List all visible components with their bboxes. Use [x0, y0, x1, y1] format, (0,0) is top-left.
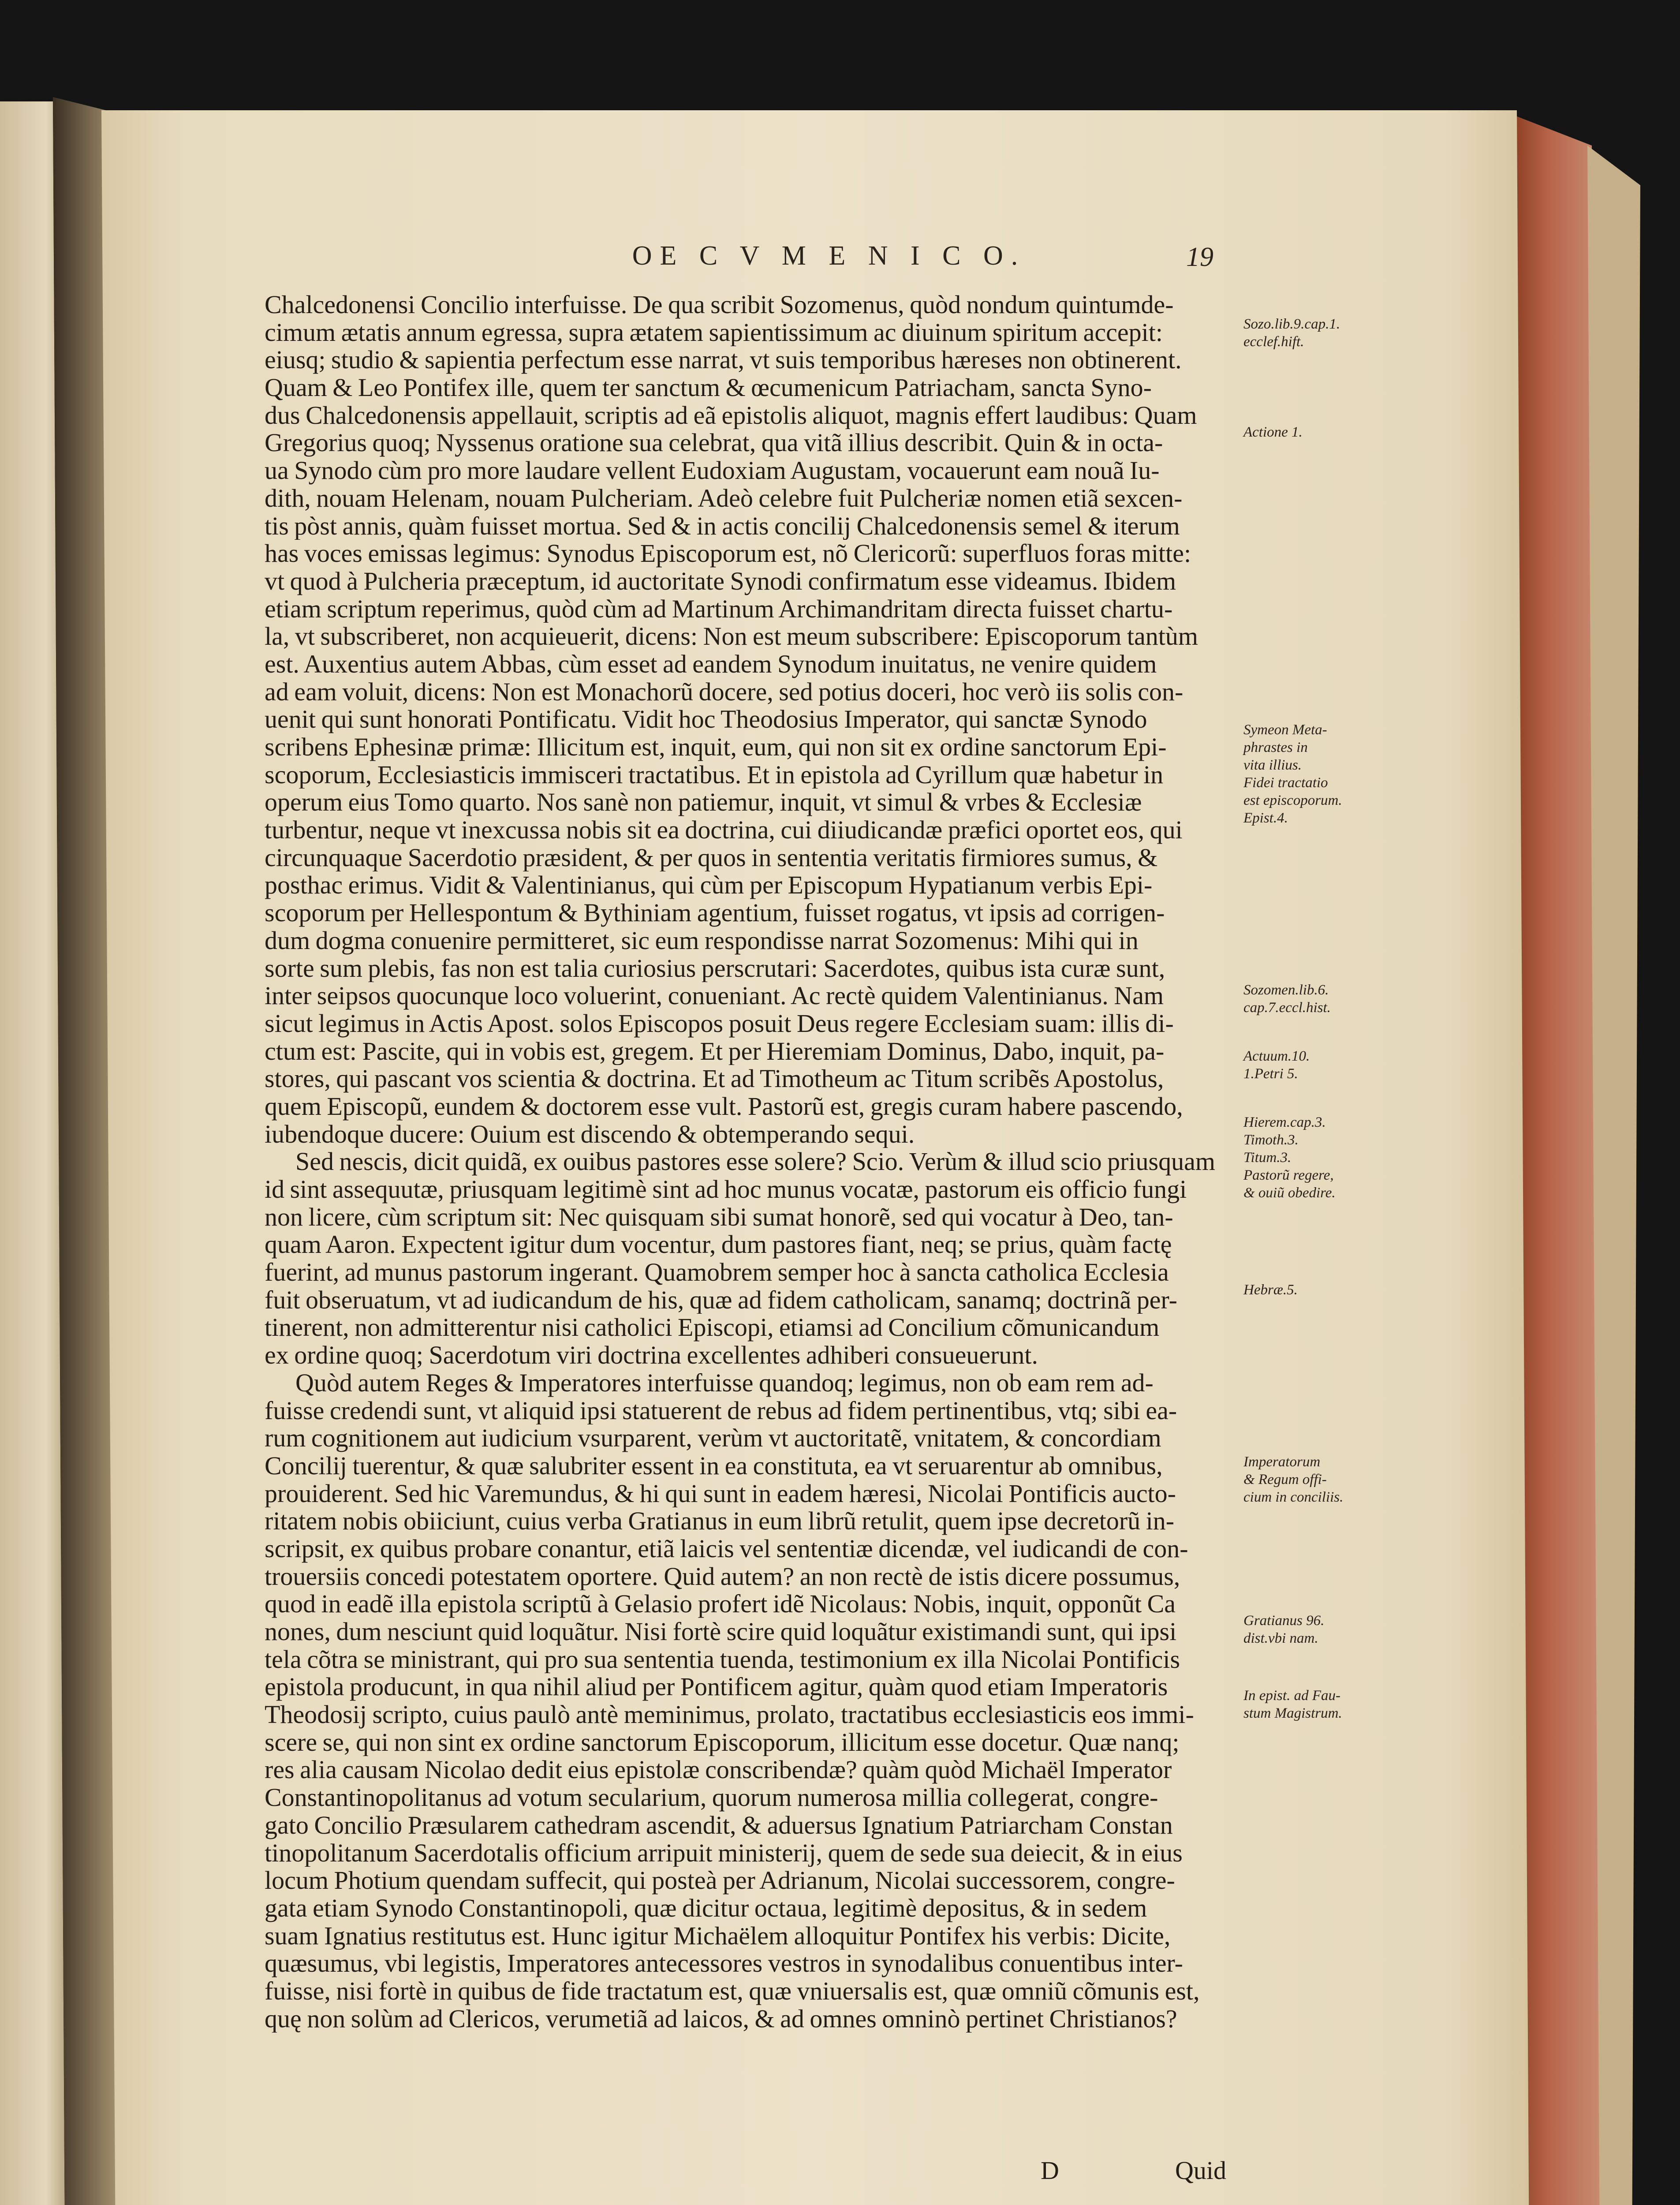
margin-note-10 — [1243, 1687, 1376, 1722]
text-line: epistola producunt, in qua nihil aliud per Pontificem agitur, quàm quod etiam Imperatoris — [265, 1673, 1168, 1701]
page-number: 19 — [1186, 242, 1213, 272]
margin-note-line: Fidei tractatio — [1243, 775, 1328, 791]
signature-mark: D — [1041, 2156, 1059, 2185]
margin-note-1 — [1243, 315, 1376, 351]
text-line: quam Aaron. Expectent igitur dum vocentur, dum pastores fiant, neq; se prius, quàm factę — [265, 1231, 1172, 1259]
text-line: posthac erimus. Vidit & Valentinianus, qui cùm per Episcopum Hypatianum verbis Epi- — [265, 871, 1153, 900]
text-line: uenit qui sunt honorati Pontificatu. Vidit hoc Theodosius Imperator, qui sanctæ Synodo — [265, 706, 1147, 733]
margin-note-line: est episcoporum. — [1243, 792, 1342, 808]
margin-note-line: stum Magistrum. — [1243, 1705, 1342, 1721]
margin-note-2 — [1243, 423, 1376, 441]
text-line: eiusq; studio & sapientia perfectum esse narrat, vt suis temporibus hæreses non obtinerent. — [265, 346, 1182, 374]
text-line: scripsit, ex quibus probare conantur, etiã laicis vel sententiæ dicendæ, vel iudicandi de con- — [265, 1535, 1188, 1563]
margin-note-line: 1.Petri 5. — [1243, 1066, 1298, 1082]
text-line: fuit obseruatum, vt ad iudicandum de his, quæ ad fidem catholicam, sanamq; doctrinã per- — [265, 1286, 1177, 1314]
margin-note-5 — [1243, 1047, 1376, 1083]
margin-note-6 — [1243, 1114, 1376, 1202]
text-line: suam Ignatius restitutus est. Hunc igitur Michaëlem alloquitur Pontifex his verbis: Dicite, — [265, 1922, 1171, 1950]
text-line: has voces emissas legimus: Synodus Episcoporum est, nõ Clericorũ: superfluos foras mitte: — [265, 540, 1191, 568]
text-line: dith, nouam Helenam, nouam Pulcheriam. Adeò celebre fuit Pulcheriæ nomen etiã sexcen- — [265, 484, 1183, 512]
text-line: fuisse credendi sunt, vt aliquid ipsi statuerent de rebus ad fidem pertinentibus, vtq; sibi ea- — [265, 1397, 1177, 1425]
text-line: quem Episcopũ, eundem & doctorem esse vult. Pastorũ est, gregis curam habere pascendo, — [265, 1092, 1183, 1121]
text-line: non licere, cùm scriptum sit: Nec quisquam sibi sumat honorẽ, sed qui vocatur à Deo, tan- — [265, 1203, 1173, 1231]
text-line: gato Concilio Præsularem cathedram ascendit, & aduersus Ignatium Patriarcham Constan — [265, 1811, 1173, 1839]
text-line: cimum ætatis annum egressa, supra ætatem sapientissimum ac diuinum spiritum accepit: — [265, 318, 1163, 347]
margin-note-line: Timoth.3. — [1243, 1132, 1299, 1148]
margin-note-line: Hierem.cap.3. — [1243, 1114, 1326, 1130]
text-line: locum Photium quendam suffecit, qui posteà per Adrianum, Nicolai successorem, congre- — [265, 1867, 1175, 1895]
text-line: Quòd autem Reges & Imperatores interfuisse quandoq; legimus, non ob eam rem ad- — [295, 1369, 1154, 1397]
margin-note-line: dist.vbi nam. — [1243, 1630, 1318, 1646]
margin-note-4 — [1243, 981, 1376, 1017]
text-line: dus Chalcedonensis appellauit, scriptis ad eã epistolis aliquot, magnis effert laudibus: Quam — [265, 401, 1197, 430]
text-line: quod in eadẽ illa epistola scriptũ à Gelasio profert idẽ Nicolaus: Nobis, inquit, opponũt Ca — [265, 1590, 1176, 1618]
margin-note-line: Pastorũ regere, — [1243, 1167, 1334, 1183]
text-line: fuisse, nisi fortè in quibus de fide tractatum est, quæ vniuersalis est, quæ omniũ cõmunis est, — [265, 1977, 1200, 2005]
text-line: Constantinopolitanus ad votum secularium, quorum numerosa millia collegerat, congre- — [265, 1784, 1158, 1812]
text-line: Quam & Leo Pontifex ille, quem ter sanctum & œcumenicum Patriacham, sancta Syno- — [265, 374, 1152, 402]
text-line: prouiderent. Sed hic Varemundus, & hi qui sunt in eadem hæresi, Nicolai Pontificis aucto- — [265, 1480, 1176, 1508]
text-line: turbentur, neque vt inexcussa nobis sit ea doctrina, cui diiudicandæ præfici oportet eos, qui — [265, 816, 1183, 844]
text-line: gata etiam Synodo Constantinopoli, quæ dicitur octaua, legitimè depositus, & in sedem — [265, 1894, 1147, 1922]
text-line: Gregorius quoq; Nyssenus oratione sua celebrat, qua vitã illius describit. Quin & in octa- — [265, 429, 1163, 457]
margin-note-line: Titum.3. — [1243, 1150, 1292, 1166]
text-line: sicut legimus in Actis Apost. solos Episcopos posuit Deus regere Ecclesiam suam: illis di- — [265, 1009, 1174, 1038]
text-line: Concilij tuerentur, & quæ salubriter essent in ea constituta, ea vt seruarentur ab omnibus, — [265, 1452, 1163, 1480]
text-line: Sed nescis, dicit quidã, ex ouibus pastores esse solere? Scio. Verùm & illud scio priusquam — [295, 1148, 1215, 1176]
text-line: ctum est: Pascite, qui in vobis est, gregem. Et per Hieremiam Dominus, Dabo, inquit, pa- — [265, 1037, 1165, 1065]
text-line: ad eam voluit, dicens: Non est Monachorũ docere, sed potius doceri, hoc verò iis solis con- — [265, 678, 1183, 706]
text-line: scere se, qui non sint ex ordine sanctorum Episcoporum, illicitum esse docetur. Quæ nanq; — [265, 1728, 1180, 1757]
text-line: la, vt subscriberet, non acquieuerit, dicens: Non est meum subscribere: Episcoporum tantùm — [265, 623, 1198, 650]
margin-note-line: In epist. ad Fau- — [1243, 1688, 1340, 1704]
catchword: Quid — [1175, 2156, 1226, 2185]
text-line: iubendoque ducere: Ouium est discendo & obtemperando sequi. — [265, 1120, 915, 1148]
margin-note-line: Symeon Meta- — [1243, 722, 1327, 738]
margin-note-line: Actuum.10. — [1243, 1048, 1310, 1064]
margin-note-line: vita illius. — [1243, 757, 1302, 773]
main-text-block — [265, 291, 1239, 2033]
margin-note-line: phrastes in — [1243, 740, 1308, 755]
margin-note-line: Imperatorum — [1243, 1454, 1321, 1470]
text-line: tis pòst annis, quàm fuisset mortua. Sed & in actis concilij Chalcedonensis semel & iterum — [265, 512, 1180, 540]
margin-note-9 — [1243, 1612, 1376, 1647]
text-line: sorte sum plebis, fas non est talia curiosius perscrutari: Sacerdotes, quibus ista curæ sunt, — [265, 954, 1165, 983]
text-line: scribens Ephesinæ primæ: Illicitum est, inquit, eum, qui non sit ex ordine sanctorum Epi- — [265, 733, 1167, 761]
text-line: dum dogma conuenire permitteret, sic eum respondisse narrat Sozomenus: Mihi qui in — [265, 927, 1139, 955]
margin-note-line: Gratianus 96. — [1243, 1613, 1325, 1629]
margin-note-line: cium in conciliis. — [1243, 1489, 1344, 1505]
text-line: circunquaque Sacerdotio præsident, & per quos in sententia veritatis firmiores sumus, & — [265, 844, 1158, 872]
text-line: scoporum per Hellespontum & Bythiniam agentium, fuisset rogatus, vt ipsis ad corrigen- — [265, 899, 1165, 927]
text-line: quę non solùm ad Clericos, verumetiã ad laicos, & ad omnes omninò pertinet Christianos? — [265, 2005, 1177, 2033]
text-line: etiam scriptum reperimus, quòd cùm ad Martinum Archimandritam directa fuisset chartu- — [265, 595, 1173, 623]
text-line: tela cõtra se ministrant, qui pro sua sententia tuenda, testimonium ex illa Nicolai Pontificis — [265, 1645, 1180, 1674]
margin-note-line: Sozomen.lib.6. — [1243, 982, 1329, 998]
text-line: res alia causam Nicolao dedit eius epistolæ conscribendæ? quàm quòd Michaël Imperator — [265, 1756, 1172, 1784]
margin-note-line: & ouiũ obedire. — [1243, 1185, 1336, 1201]
margin-note-3 — [1243, 721, 1376, 827]
margin-note-line: Sozo.lib.9.cap.1. — [1243, 316, 1340, 332]
margin-note-line: Hebræ.5. — [1243, 1282, 1298, 1298]
text-line: inter seipsos quocunque loco voluerint, conueniant. Ac rectè quidem Valentinianus. Nam — [265, 982, 1164, 1010]
margin-note-line: & Regum offi- — [1243, 1472, 1327, 1487]
text-line: quæsumus, vbi legistis, Imperatores antecessores vestros in synodalibus conuentibus inter- — [265, 1950, 1183, 1977]
text-line: fuerint, ad munus pastorum ingerant. Quamobrem semper hoc à sancta catholica Ecclesia — [265, 1259, 1169, 1286]
text-line: ritatem nobis obiiciunt, cuius verba Gratianus in eum librũ retulit, quem ipse decretorũ in- — [265, 1507, 1175, 1535]
text-line: scoporum, Ecclesiasticis immisceri tractatibus. Et in epistola ad Cyrillum quæ habetur in — [265, 761, 1164, 789]
margin-note-line: Actione 1. — [1243, 424, 1303, 440]
text-line: stores, qui pascant vos scientia & doctrina. Et ad Timotheum ac Titum scribẽs Apostolus, — [265, 1065, 1164, 1093]
text-line: tinopolitanum Sacerdotalis officium arripuit ministerij, quem de sede sua deiecit, & in eius — [265, 1839, 1183, 1867]
text-line: Chalcedonensi Concilio interfuisse. De qua scribit Sozomenus, quòd nondum quintumde- — [265, 291, 1174, 319]
margin-note-8 — [1243, 1453, 1376, 1506]
margin-note-line: ecclef.hift. — [1243, 334, 1304, 350]
text-line: Theodosij scripto, cuius paulò antè meminimus, prolato, tractatibus ecclesiasticis eos immi- — [265, 1701, 1194, 1729]
margin-note-7 — [1243, 1281, 1376, 1299]
text-line: tinerent, non admitterentur nisi catholici Episcopi, etiamsi ad Concilium cõmunicandum — [265, 1314, 1160, 1342]
text-line: vt quod à Pulcheria præceptum, id auctoritate Synodi confirmatum esse videamus. Ibidem — [265, 567, 1176, 595]
text-line: est. Auxentius autem Abbas, cùm esset ad eandem Synodum inuitatus, ne venire quidem — [265, 650, 1157, 678]
text-line: nones, dum nesciunt quid loquãtur. Nisi fortè scire quid loquãtur existimandi sunt, qui ipsi — [265, 1618, 1177, 1646]
text-line: trouersiis concedi potestatem oportere. Quid autem? an non rectè de istis dicere possumus, — [265, 1562, 1180, 1591]
text-line: rum cognitionem aut iudicium vsurparent, verùm vt auctoritatẽ, vnitatem, & concordiam — [265, 1424, 1161, 1452]
margin-note-line: cap.7.eccl.hist. — [1243, 1000, 1331, 1016]
text-line: ex ordine quoq; Sacerdotum viri doctrina excellentes adhiberi consueuerunt. — [265, 1342, 1038, 1369]
running-head: OE C V M E N I C O. — [632, 241, 1026, 271]
text-line: operum eius Tomo quarto. Nos sanè non patiemur, inquit, vt simul & vrbes & Ecclesiæ — [265, 789, 1142, 817]
text-line: ua Synodo cùm pro more laudare vellent Eudoxiam Augustam, vocauerunt eam nouã Iu- — [265, 457, 1160, 485]
text-line: id sint assequutæ, priusquam legitimè sint ad hoc munus vocatæ, pastorum eis officio fungi — [265, 1176, 1187, 1203]
margin-note-line: Epist.4. — [1243, 810, 1288, 826]
